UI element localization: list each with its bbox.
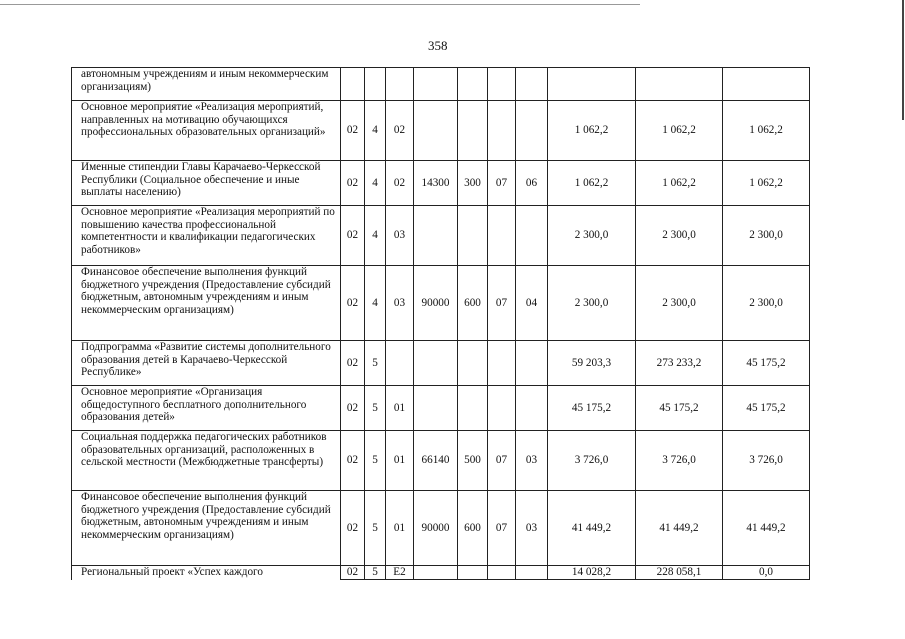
code-cell (488, 101, 516, 161)
code-cell (414, 341, 458, 386)
code-cell: 06 (516, 161, 548, 206)
code-cell: 01 (386, 431, 414, 491)
amount-cell (636, 68, 723, 101)
code-cell: 5 (365, 491, 386, 566)
code-cell: 03 (386, 206, 414, 266)
code-cell: 500 (458, 431, 488, 491)
code-cell (458, 101, 488, 161)
amount-cell: 45 175,2 (636, 386, 723, 431)
table-row (72, 206, 810, 266)
code-cell: 5 (365, 566, 386, 580)
row-name-cell: Социальная поддержка педагогических работников образовательных организаций, расположенных в сельской местности (Межбюджетные трансферты) (72, 431, 341, 491)
code-cell (414, 386, 458, 431)
code-cell: 66140 (414, 431, 458, 491)
code-cell (458, 341, 488, 386)
code-cell: E2 (386, 566, 414, 580)
amount-cell: 2 300,0 (548, 206, 636, 266)
amount-cell: 41 449,2 (723, 491, 810, 566)
table-row (72, 431, 810, 491)
code-cell (516, 101, 548, 161)
amount-cell: 1 062,2 (548, 161, 636, 206)
code-cell (516, 566, 548, 580)
code-cell: 5 (365, 386, 386, 431)
amount-cell: 228 058,1 (636, 566, 723, 580)
code-cell: 02 (341, 431, 365, 491)
table-row (72, 386, 810, 431)
amount-cell: 273 233,2 (636, 341, 723, 386)
code-cell (516, 386, 548, 431)
page-top-rule (0, 4, 640, 5)
row-name-cell: Основное мероприятие «Реализация мероприятий, направленных на мотивацию обучающихся профессиональных образовательных организаций» (72, 101, 341, 161)
code-cell (458, 68, 488, 101)
code-cell: 07 (488, 431, 516, 491)
code-cell: 01 (386, 386, 414, 431)
row-name-cell: автономным учреждениям и иным некоммерческим организациям) (72, 68, 341, 101)
amount-cell: 14 028,2 (548, 566, 636, 580)
code-cell (414, 206, 458, 266)
code-cell: 5 (365, 341, 386, 386)
code-cell (516, 206, 548, 266)
code-cell (414, 566, 458, 580)
amount-cell: 0,0 (723, 566, 810, 580)
table-row (72, 566, 810, 580)
table-row (72, 266, 810, 341)
amount-cell: 2 300,0 (723, 206, 810, 266)
code-cell (386, 68, 414, 101)
code-cell: 02 (341, 101, 365, 161)
table-row (72, 101, 810, 161)
amount-cell: 2 300,0 (548, 266, 636, 341)
code-cell (488, 341, 516, 386)
row-name-cell: Основное мероприятие «Реализация мероприятий по повышению качества профессиональной компетентности и квалификации педагогических работников» (72, 206, 341, 266)
amount-cell: 2 300,0 (636, 206, 723, 266)
budget-table (71, 67, 810, 580)
code-cell (488, 566, 516, 580)
amount-cell: 1 062,2 (636, 161, 723, 206)
code-cell: 4 (365, 206, 386, 266)
code-cell: 04 (516, 266, 548, 341)
code-cell: 5 (365, 431, 386, 491)
code-cell: 02 (341, 341, 365, 386)
code-cell (458, 386, 488, 431)
amount-cell: 41 449,2 (548, 491, 636, 566)
row-name-cell: Подпрограмма «Развитие системы дополнительного образования детей в Карачаево-Черкесской Республике» (72, 341, 341, 386)
code-cell: 4 (365, 161, 386, 206)
code-cell: 03 (516, 431, 548, 491)
code-cell: 02 (386, 101, 414, 161)
code-cell (341, 68, 365, 101)
amount-cell: 3 726,0 (548, 431, 636, 491)
code-cell: 02 (341, 161, 365, 206)
code-cell: 4 (365, 266, 386, 341)
table-row (72, 68, 810, 101)
code-cell (414, 68, 458, 101)
code-cell: 600 (458, 266, 488, 341)
code-cell (488, 206, 516, 266)
code-cell (488, 68, 516, 101)
amount-cell: 45 175,2 (723, 341, 810, 386)
amount-cell: 45 175,2 (723, 386, 810, 431)
code-cell: 02 (341, 566, 365, 580)
row-name-cell: Финансовое обеспечение выполнения функций бюджетного учреждения (Предоставление субсидий бюджетным, автономным учреждениям и иным некоммерческим организациям) (72, 491, 341, 566)
amount-cell: 3 726,0 (636, 431, 723, 491)
code-cell: 300 (458, 161, 488, 206)
code-cell: 03 (516, 491, 548, 566)
code-cell: 07 (488, 266, 516, 341)
code-cell: 90000 (414, 266, 458, 341)
amount-cell: 2 300,0 (636, 266, 723, 341)
code-cell (516, 68, 548, 101)
row-name-cell: Региональный проект «Успех каждого (72, 566, 341, 580)
code-cell (488, 386, 516, 431)
row-name-cell: Основное мероприятие «Организация общедоступного бесплатного дополнительного образования детей» (72, 386, 341, 431)
amount-cell: 59 203,3 (548, 341, 636, 386)
code-cell: 02 (341, 266, 365, 341)
code-cell: 03 (386, 266, 414, 341)
amount-cell: 3 726,0 (723, 431, 810, 491)
table-row (72, 341, 810, 386)
amount-cell: 2 300,0 (723, 266, 810, 341)
code-cell (458, 566, 488, 580)
code-cell: 02 (341, 386, 365, 431)
code-cell (458, 206, 488, 266)
code-cell: 90000 (414, 491, 458, 566)
code-cell: 14300 (414, 161, 458, 206)
amount-cell: 1 062,2 (548, 101, 636, 161)
code-cell (516, 341, 548, 386)
code-cell: 02 (386, 161, 414, 206)
row-name-cell: Финансовое обеспечение выполнения функций бюджетного учреждения (Предоставление субсидий бюджетным, автономным учреждениям и иным некоммерческим организациям) (72, 266, 341, 341)
code-cell: 600 (458, 491, 488, 566)
amount-cell: 1 062,2 (723, 101, 810, 161)
code-cell: 07 (488, 161, 516, 206)
amount-cell: 1 062,2 (636, 101, 723, 161)
amount-cell: 45 175,2 (548, 386, 636, 431)
code-cell: 07 (488, 491, 516, 566)
code-cell: 02 (341, 206, 365, 266)
table-row (72, 491, 810, 566)
code-cell: 02 (341, 491, 365, 566)
amount-cell: 1 062,2 (723, 161, 810, 206)
amount-cell: 41 449,2 (636, 491, 723, 566)
amount-cell (723, 68, 810, 101)
code-cell (365, 68, 386, 101)
code-cell (414, 101, 458, 161)
row-name-cell: Именные стипендии Главы Карачаево-Черкесской Республики (Социальное обеспечение и иные выплаты населению) (72, 161, 341, 206)
page-number: 358 (428, 38, 448, 53)
code-cell: 01 (386, 491, 414, 566)
table-row (72, 161, 810, 206)
code-cell (386, 341, 414, 386)
scan-edge-shadow (902, 0, 904, 120)
code-cell: 4 (365, 101, 386, 161)
amount-cell (548, 68, 636, 101)
